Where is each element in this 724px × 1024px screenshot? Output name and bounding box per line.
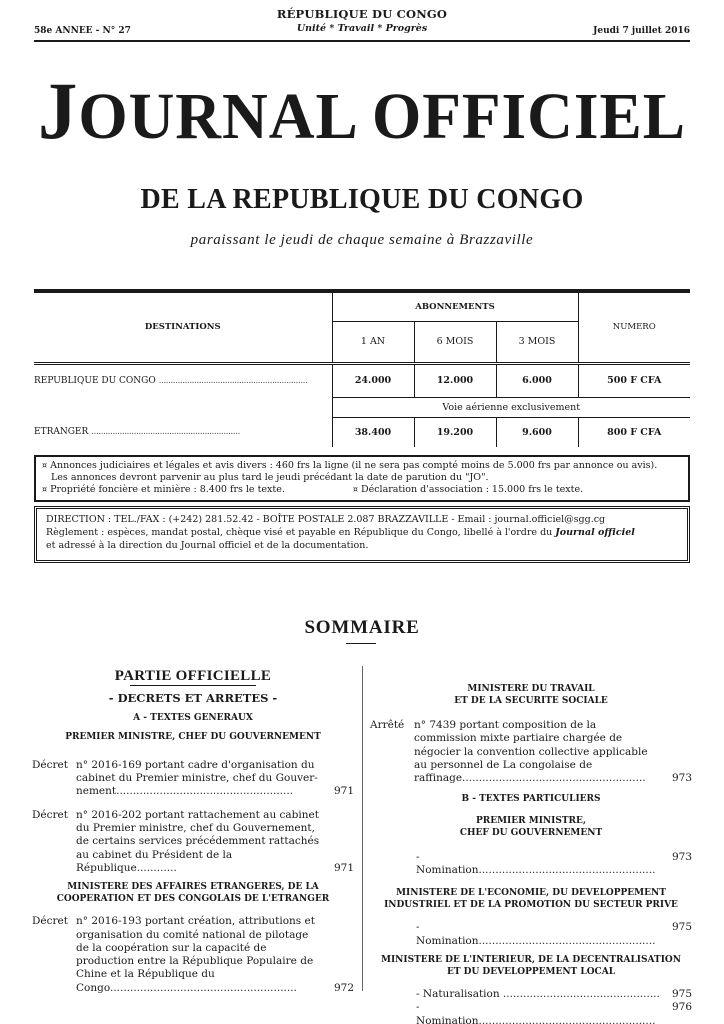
ministry-heading: PREMIER MINISTRE, CHEF DU GOUVERNEMENT xyxy=(459,815,603,838)
toc-entry[interactable] xyxy=(32,759,354,799)
header-6-mois: 6 MOIS xyxy=(414,321,496,363)
entry-text: n° 2016-169 portant cadre d'organisation du cabinet du Premier ministre, chef du Gouver-nement..................................................... xyxy=(76,758,318,798)
entry-kind: Décret xyxy=(32,758,68,771)
bullet-icon: ¤ xyxy=(42,485,48,494)
notices-box xyxy=(34,455,690,502)
partie-heading: PARTIE OFFICIELLE xyxy=(114,668,272,684)
price-6-mois: 19.200 xyxy=(414,417,496,447)
entry-page: 972 xyxy=(333,981,354,994)
ministry-heading: MINISTERE DES AFFAIRES ETRANGERES, DE LA COOPERATION ET DES CONGOLAIS DE L'ETRANGER xyxy=(56,882,330,905)
destination-label: ETRANGER ............................................................... xyxy=(34,427,240,437)
price-6-mois: 12.000 xyxy=(414,363,496,397)
journal-title xyxy=(14,65,709,156)
ministry-heading: MINISTERE DE L'ECONOMIE, DU DEVELOPPEMENT INDUSTRIEL ET DE LA PROMOTION DU SECTEUR PRIVE xyxy=(384,888,678,911)
entry-kind: Décret xyxy=(32,915,68,928)
entry-page: 971 xyxy=(333,785,354,798)
header-destinations: DESTINATIONS xyxy=(34,291,332,363)
sommaire-left-column xyxy=(32,670,354,995)
toc-entry[interactable] xyxy=(32,915,354,995)
header-1-an: 1 AN xyxy=(332,321,414,363)
subscription-table xyxy=(34,289,690,447)
direction-address: et adressé à la direction du Journal officiel et de la documentation. xyxy=(46,540,369,551)
entry-text: - Naturalisation ............................................... xyxy=(416,987,660,1000)
toc-entry[interactable] xyxy=(370,988,692,1001)
price-3-mois: 6.000 xyxy=(496,363,578,397)
direction-payment: Règlement : espèces, mandat postal, chèque visé et payable en République du Congo, libellé à l'ordre du Journal officiel xyxy=(46,527,635,538)
journal-subtitle: DE LA REPUBLIQUE DU CONGO xyxy=(140,184,584,215)
national-motto: Unité * Travail * Progrès xyxy=(296,23,428,34)
toc-entry[interactable] xyxy=(370,921,692,948)
price-numero: 800 F CFA xyxy=(578,417,690,447)
direction-contact: DIRECTION : TEL./FAX : (+242) 281.52.42 - BOÎTE POSTALE 2.087 BRAZZAVILLE - Email : journal.officiel@sgg.cg xyxy=(46,514,606,525)
issue-date: Jeudi 7 juillet 2016 xyxy=(593,26,690,36)
title-initial: J xyxy=(38,65,79,156)
price-numero: 500 F CFA xyxy=(578,363,690,397)
air-mail-note: Voie aérienne exclusivement xyxy=(332,397,690,417)
entry-page: 971 xyxy=(333,861,354,874)
column-divider xyxy=(362,666,363,991)
destination-label: REPUBLIQUE DU CONGO ............................................................... xyxy=(34,375,308,386)
entry-page: 975 xyxy=(671,987,692,1000)
entry-page: 973 xyxy=(671,772,692,785)
sommaire-title: SOMMAIRE xyxy=(304,617,420,638)
section-b-heading: B - TEXTES PARTICULIERS xyxy=(461,794,601,805)
entry-kind: Arrêté xyxy=(370,719,405,731)
notice-line: ¤ Propriété foncière et minière : 8.400 frs le texte. ¤ Déclaration d'association : 15.000 frs le texte. xyxy=(42,484,584,495)
price-3-mois: 9.600 xyxy=(496,417,578,447)
entry-page: 976 xyxy=(671,1001,692,1014)
country-name: RÉPUBLIQUE DU CONGO xyxy=(276,7,448,21)
ministry-heading: MINISTERE DE L'INTERIEUR, DE LA DECENTRALISATION ET DU DEVELOPPEMENT LOCAL xyxy=(381,954,681,977)
toc-entry[interactable] xyxy=(370,719,692,785)
section-a-heading: A - TEXTES GENERAUX xyxy=(133,712,253,723)
decrets-heading: - DECRETS ET ARRETES - xyxy=(108,691,278,706)
toc-entry[interactable] xyxy=(370,1001,692,1024)
toc-entry[interactable] xyxy=(32,809,354,875)
entry-text: - Nomination..................................................... xyxy=(416,921,656,947)
toc-entry[interactable] xyxy=(370,851,692,878)
entry-text: n° 2016-193 portant création, attributions et organisation du comité national de pilotage de la coopération sur la capacité de production entre la République Populaire de Chine et la République du Congo........................................................ xyxy=(76,915,315,994)
sommaire-right-column xyxy=(370,683,692,1024)
header-numero: NUMERO xyxy=(578,291,690,363)
title-rest: OURNAL OFFICIEL xyxy=(78,80,686,153)
entry-text: n° 7439 portant composition de la commission mixte partiaire chargée de négocier la convention collective applicable au personnel de La congolaise de raffinage....................................................... xyxy=(414,719,648,785)
table-row xyxy=(34,363,690,397)
entry-text: - Nomination..................................................... xyxy=(416,850,656,877)
partie-rule xyxy=(130,685,256,686)
header-rule xyxy=(34,40,690,42)
ministry-heading: PREMIER MINISTRE, CHEF DU GOUVERNEMENT xyxy=(65,731,321,742)
price-1-an: 38.400 xyxy=(332,417,414,447)
sommaire-rule xyxy=(346,643,376,644)
entry-text: n° 2016-202 portant rattachement au cabinet du Premier ministre, chef du Gouvernement, de certains services précédemment rattachés au cabinet du Président de la République............ xyxy=(76,808,320,874)
header-3-mois: 3 MOIS xyxy=(496,321,578,363)
entry-text: - Nomination..................................................... xyxy=(416,1001,656,1024)
edition-number: 58e ANNEE - N° 27 xyxy=(34,26,131,36)
bullet-icon: ¤ xyxy=(352,485,358,494)
table-row xyxy=(34,417,690,447)
entry-kind: Décret xyxy=(32,808,68,821)
bullet-icon: ¤ xyxy=(42,461,48,470)
notice-line: ¤ Annonces judiciaires et légales et avis divers : 460 frs la ligne (il ne sera pas compté moins de 5.000 frs par annonce ou avis). xyxy=(42,460,658,471)
direction-box xyxy=(34,506,690,563)
journal-tagline: paraissant le jeudi de chaque semaine à Brazzaville xyxy=(190,232,534,248)
entry-page: 975 xyxy=(671,921,692,934)
entry-page: 973 xyxy=(671,850,692,863)
country-block xyxy=(34,7,690,34)
header-abonnements: ABONNEMENTS xyxy=(332,291,578,321)
notice-line: Les annonces devront parvenir au plus tard le jeudi précédant la date de parution du "JO". xyxy=(51,472,489,483)
page-header xyxy=(34,4,690,44)
ministry-heading: MINISTERE DU TRAVAIL ET DE LA SECURITE SOCIALE xyxy=(454,684,608,706)
price-1-an: 24.000 xyxy=(332,363,414,397)
